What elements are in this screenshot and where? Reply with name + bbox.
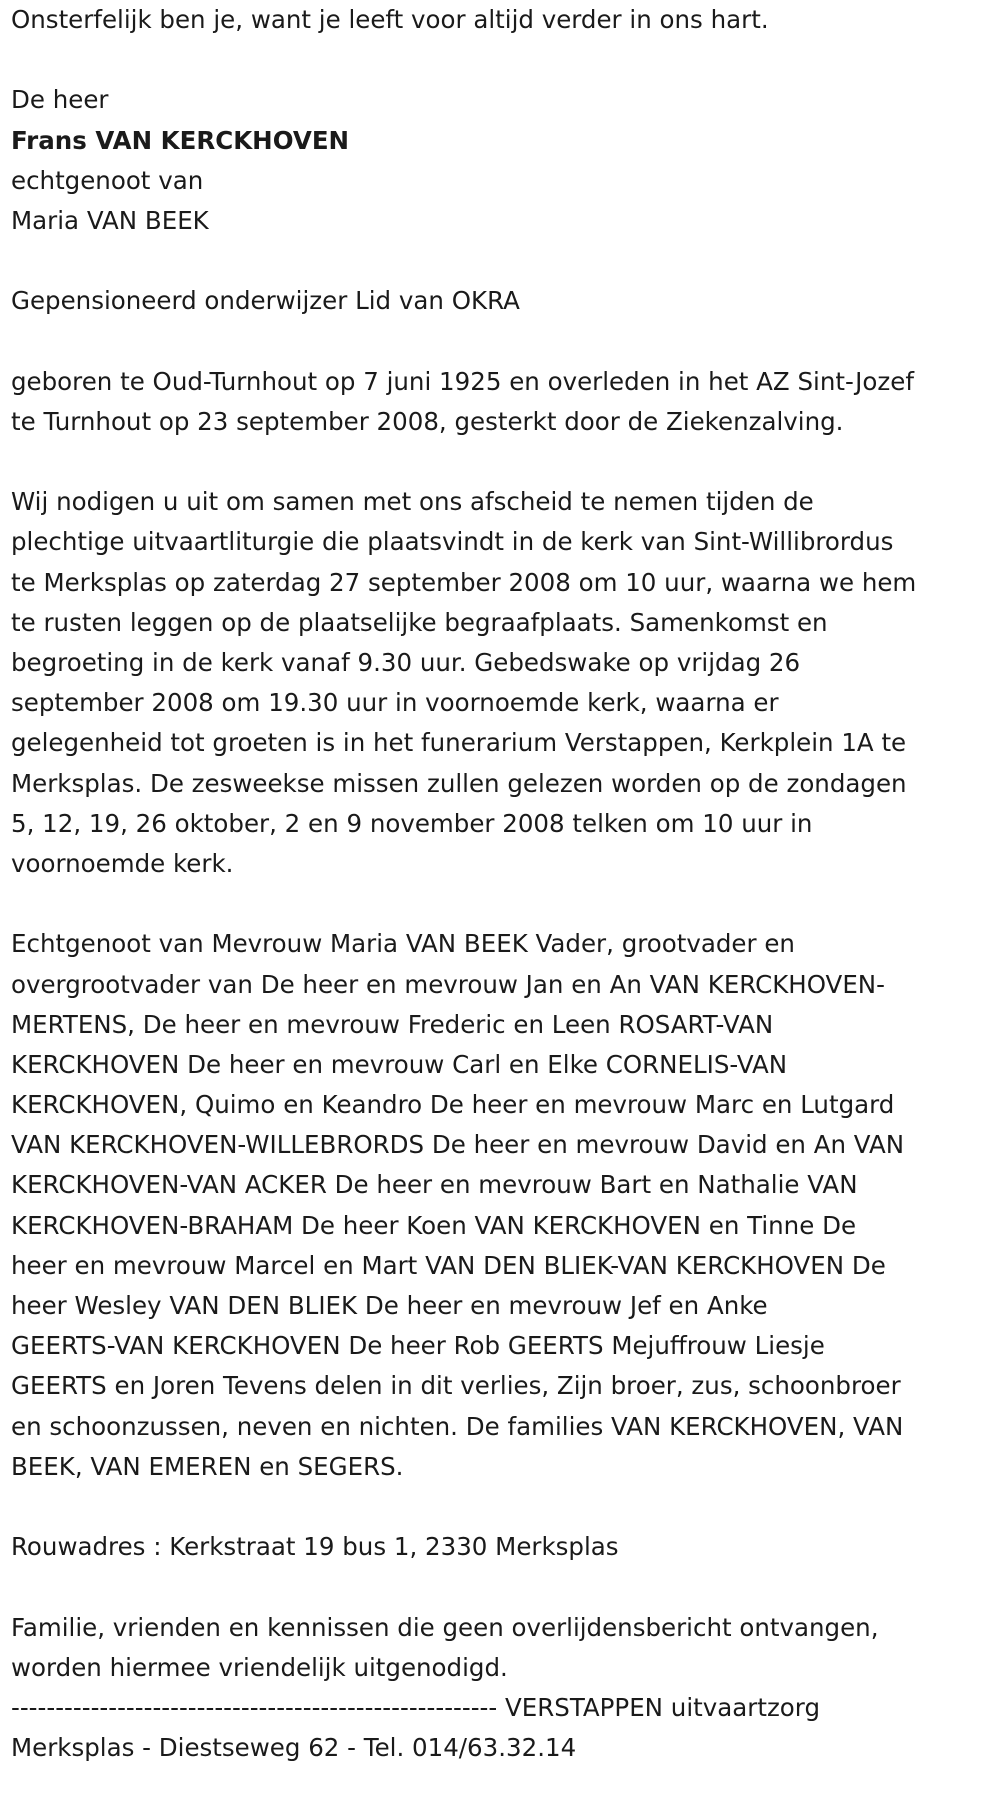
spacer xyxy=(11,241,1000,281)
text-line: te Turnhout op 23 september 2008, gesterkt door de Ziekenzalving. xyxy=(11,406,844,436)
text-line: GEERTS en Joren Tevens delen in dit verlies, Zijn broer, zus, schoonbroer xyxy=(11,1371,901,1401)
birth-death-paragraph xyxy=(11,362,1000,442)
mourning-address: Rouwadres : Kerkstraat 19 bus 1, 2330 Merksplas xyxy=(11,1532,619,1562)
text-line: Merksplas. De zesweekse missen zullen gelezen worden op de zondagen xyxy=(11,768,907,798)
text-line: te Merksplas op zaterdag 27 september 2008 om 10 uur, waarna we hem xyxy=(11,567,917,597)
text-line: begroeting in de kerk vanaf 9.30 uur. Gebedswake op vrijdag 26 xyxy=(11,648,801,677)
spacer xyxy=(11,322,1000,362)
undertaker-line: ------------------------------------------------------- VERSTAPPEN uitvaartzorg xyxy=(11,1692,820,1722)
family-paragraph xyxy=(11,924,1000,1487)
text-line: Echtgenoot van Mevrouw Maria VAN BEEK Vader, grootvader en xyxy=(11,929,795,959)
text-line: overgrootvader van De heer en mevrouw Jan en An VAN KERCKHOVEN- xyxy=(11,969,885,999)
text-line: voornoemde kerk. xyxy=(11,848,234,878)
text-line: MERTENS, De heer en mevrouw Frederic en Leen ROSART-VAN xyxy=(11,1009,774,1039)
occupation: Gepensioneerd onderwijzer Lid van OKRA xyxy=(11,286,520,316)
text-line: BEEK, VAN EMEREN en SEGERS. xyxy=(11,1451,404,1481)
text-line: KERCKHOVEN, Quimo en Keandro De heer en mevrouw Marc en Lutgard xyxy=(11,1090,895,1120)
text-line: plechtige uitvaartliturgie die plaatsvindt in de kerk van Sint-Willibrordus xyxy=(11,527,894,557)
text-line: september 2008 om 19.30 uur in voornoemde kerk, waarna er xyxy=(11,688,779,718)
text-line: te rusten leggen op de plaatselijke begraafplaats. Samenkomst en xyxy=(11,607,828,637)
spacer xyxy=(11,884,1000,924)
text-line: worden hiermee vriendelijk uitgenodigd. xyxy=(11,1652,508,1682)
spouse-name: Maria VAN BEEK xyxy=(11,205,209,235)
spacer xyxy=(11,40,1000,80)
text-line: 5, 12, 19, 26 oktober, 2 en 9 november 2008 telken om 10 uur in xyxy=(11,808,813,838)
text-line: geboren te Oud-Turnhout op 7 juni 1925 en overleden in het AZ Sint-Jozef xyxy=(11,366,914,396)
text-line: heer en mevrouw Marcel en Mart VAN DEN BLIEK-VAN KERCKHOVEN De xyxy=(11,1250,886,1280)
spacer xyxy=(11,1567,1000,1607)
epigraph: Onsterfelijk ben je, want je leeft voor altijd verder in ons hart. xyxy=(11,5,769,34)
text-line: gelegenheid tot groeten is in het funerarium Verstappen, Kerkplein 1A te xyxy=(11,728,907,758)
text-line: GEERTS-VAN KERCKHOVEN De heer Rob GEERTS Mejuffrouw Liesje xyxy=(11,1331,825,1361)
undertaker-contact: Merksplas - Diestseweg 62 - Tel. 014/63.32.14 xyxy=(11,1733,577,1763)
text-line: heer Wesley VAN DEN BLIEK De heer en mevrouw Jef en Anke xyxy=(11,1291,768,1320)
closing-paragraph xyxy=(11,1608,1000,1688)
spouse-label: echtgenoot van xyxy=(11,165,204,195)
text-line: en schoonzussen, neven en nichten. De families VAN KERCKHOVEN, VAN xyxy=(11,1411,904,1441)
text-line: KERCKHOVEN De heer en mevrouw Carl en Elke CORNELIS-VAN xyxy=(11,1049,788,1079)
text-line: VAN KERCKHOVEN-WILLEBRORDS De heer en mevrouw David en An VAN xyxy=(11,1130,905,1160)
salutation: De heer xyxy=(11,85,109,115)
text-line: Familie, vrienden en kennissen die geen overlijdensbericht ontvangen, xyxy=(11,1612,879,1642)
spacer xyxy=(11,442,1000,482)
text-line: Wij nodigen u uit om samen met ons afscheid te nemen tijden de xyxy=(11,487,814,517)
text-line: KERCKHOVEN-BRAHAM De heer Koen VAN KERCKHOVEN en Tinne De xyxy=(11,1210,857,1240)
deceased-name: Frans VAN KERCKHOVEN xyxy=(11,125,350,155)
invitation-paragraph xyxy=(11,482,1000,884)
text-line: KERCKHOVEN-VAN ACKER De heer en mevrouw Bart en Nathalie VAN xyxy=(11,1170,858,1200)
spacer xyxy=(11,1487,1000,1527)
